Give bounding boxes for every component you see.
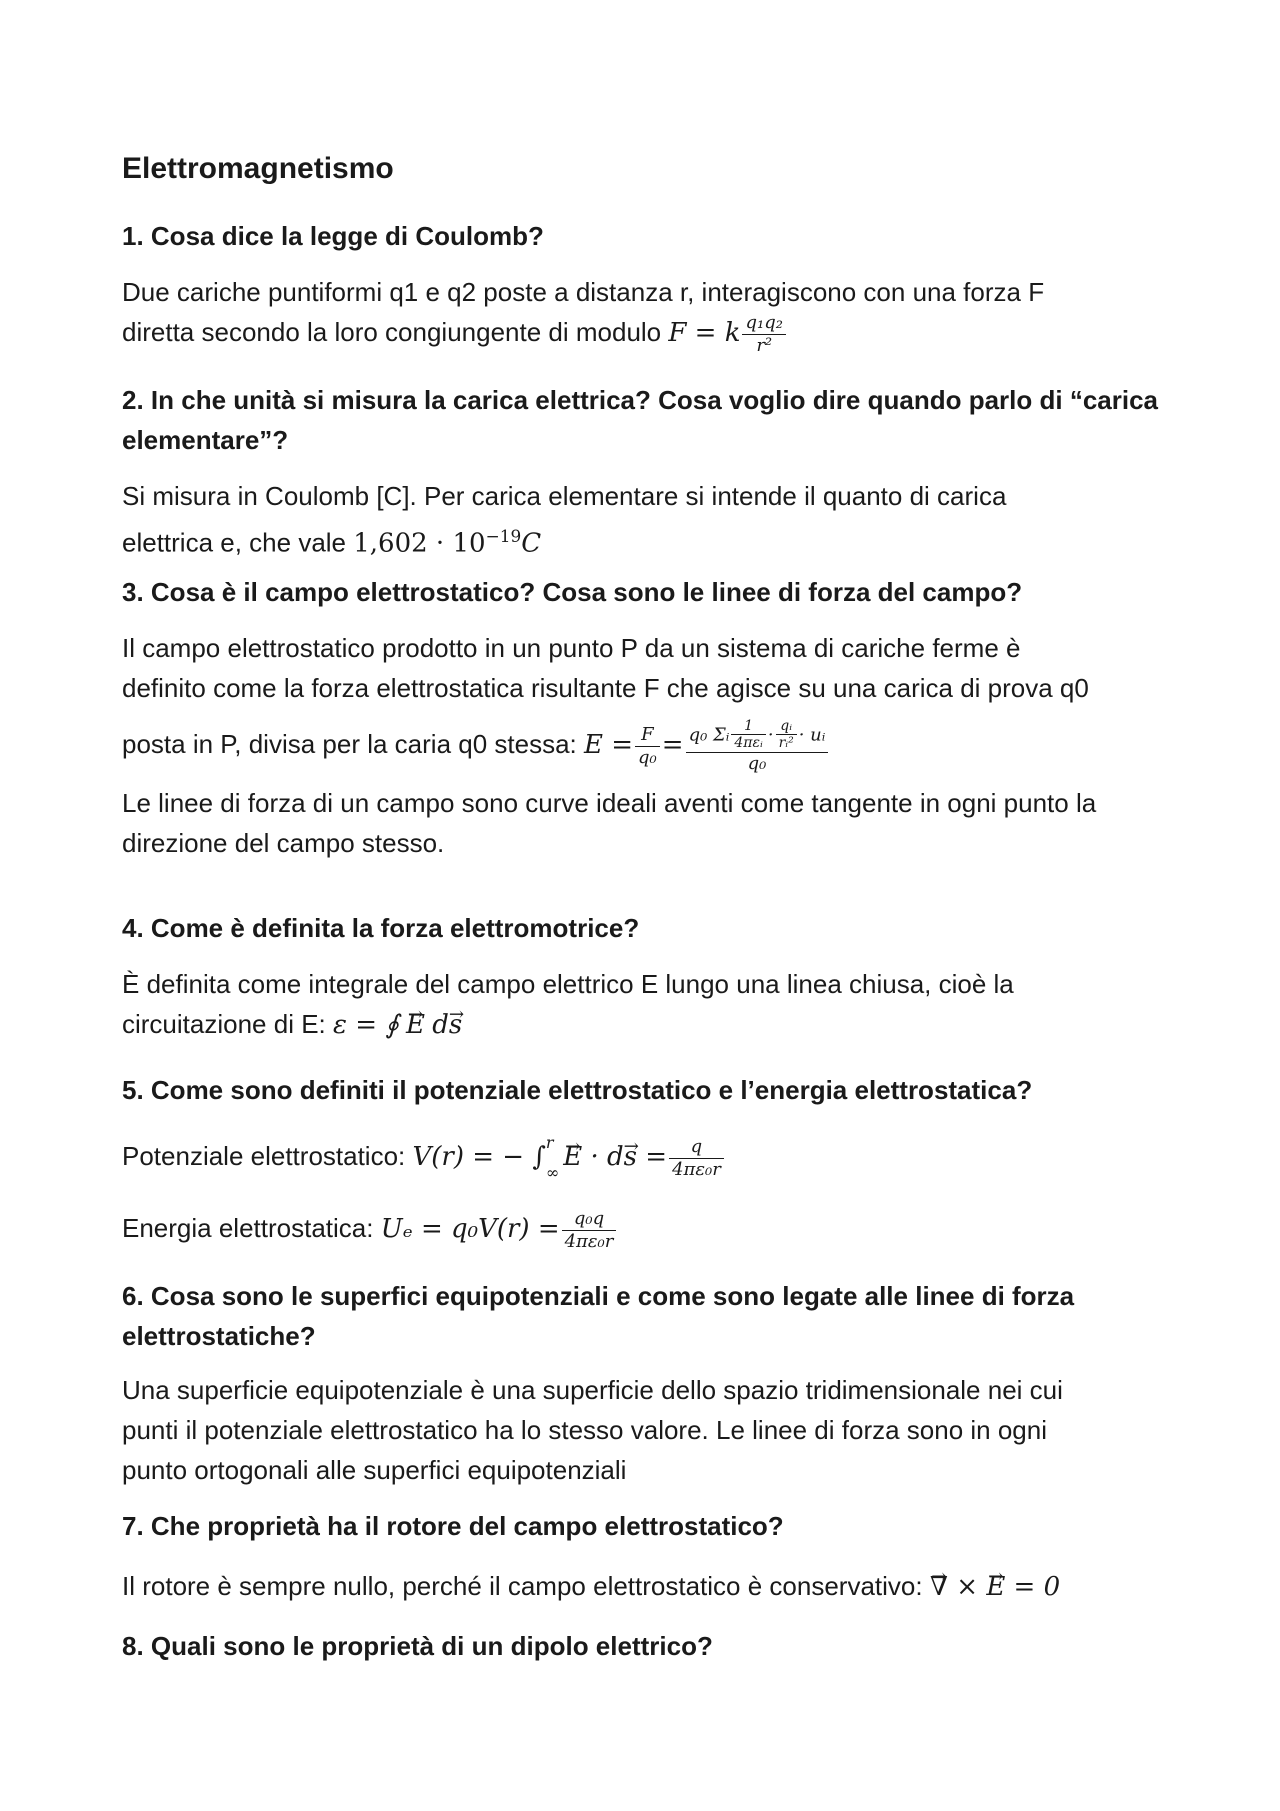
answer-6-line-2: punti il potenziale elettrostatico ha lo stesso valore. Le linee di forza sono in ogni xyxy=(122,1415,1048,1445)
elementary-charge-unit: C xyxy=(521,528,542,559)
integral-lower-limit: ∞ xyxy=(545,1163,560,1183)
potential-equals: = xyxy=(637,1142,668,1172)
unit-vector: · uᵢ xyxy=(798,723,826,745)
energy-fraction-den: 4πε₀r xyxy=(564,1230,614,1252)
question-2: 2. In che unità si misura la carica elettrica? Cosa voglio dire quando parlo di “carica elementare”? xyxy=(122,385,1159,455)
field-fraction-2 xyxy=(686,718,829,775)
field-equals: = xyxy=(661,730,684,760)
charge-distance-fraction xyxy=(776,718,797,753)
answer-6-line-3: punto ortogonali alle superfici equipotenziali xyxy=(122,1455,627,1485)
answer-4-line-2: circuitazione di E: ε = ∮ → E d→ s xyxy=(122,1004,1182,1045)
energy-fraction xyxy=(562,1208,617,1252)
question-3: 3. Cosa è il campo elettrostatico? Cosa sono le linee di forza del campo? xyxy=(122,577,1023,607)
answer-3-line-2: definito come la forza elettrostatica risultante F che agisce su una carica di prova q0 xyxy=(122,673,1089,703)
field-E-label: E = xyxy=(584,730,634,760)
nabla-vector: → ∇ xyxy=(930,1567,948,1607)
answer-3-text: posta in P, divisa per la caria q0 stessa: xyxy=(122,729,584,759)
charge-distance-num: qᵢ xyxy=(776,718,797,736)
potential-fraction-den: 4πε₀r xyxy=(672,1158,721,1180)
answer-4 xyxy=(122,964,1182,1045)
answer-6-line-1: Una superficie equipotenziale è una superficie dello spazio tridimensionale nei cui xyxy=(122,1375,1063,1405)
coulomb-numerator: q₁q₂ xyxy=(742,312,785,335)
potential-s-vector: → s xyxy=(624,1127,637,1187)
potential-fraction xyxy=(669,1136,724,1180)
emf-formula: ε = ∮ xyxy=(332,1010,399,1040)
answer-3-line-3 xyxy=(122,714,1182,775)
elementary-charge-exponent: −19 xyxy=(485,526,522,546)
answer-2-text: elettrica e, che vale xyxy=(122,527,354,558)
answer-7 xyxy=(122,1566,1182,1607)
energy-fraction-num: q₀q xyxy=(562,1208,617,1231)
answer-3-line-4: Le linee di forza di un campo sono curve ideali aventi come tangente in ogni punto la xyxy=(122,788,1097,818)
coulomb-constant-den: 4πεᵢ xyxy=(734,735,763,752)
coulomb-constant-num: 1 xyxy=(731,718,765,736)
answer-3-line-1: Il campo elettrostatico prodotto in un punto P da un sistema di cariche ferme è xyxy=(122,633,1021,663)
coulomb-denominator: r² xyxy=(756,334,773,356)
answer-2-line-1: Si misura in Coulomb [C]. Per carica elementare si intende il quanto di carica xyxy=(122,481,1007,511)
curl-E-vector: → E xyxy=(986,1567,1005,1607)
emf-ds-vector: → s xyxy=(449,1005,462,1045)
potential-formula: V(r) = − ∫ xyxy=(412,1142,546,1172)
answer-1-text: diretta secondo la loro congiungente di modulo xyxy=(122,317,669,347)
answer-5-potential xyxy=(122,1126,1182,1187)
field-fraction-1 xyxy=(635,724,660,768)
potential-dot: · d xyxy=(582,1142,624,1172)
question-5: 5. Come sono definiti il potenziale elettrostatico e l’energia elettrostatica? xyxy=(122,1075,1033,1105)
question-1: 1. Cosa dice la legge di Coulomb? xyxy=(122,221,544,251)
sum-prefix: q₀ Σᵢ xyxy=(688,723,730,745)
potential-fraction-num: q xyxy=(669,1136,724,1159)
potential-E-vector: → E xyxy=(563,1127,582,1187)
charge-distance-den: rᵢ² xyxy=(778,735,794,752)
question-8: 8. Quali sono le proprietà di un dipolo elettrico? xyxy=(122,1631,713,1661)
field-fraction-2-num xyxy=(686,718,829,754)
answer-1-line-1: Due cariche puntiformi q1 e q2 poste a distanza r, interagiscono con una forza F xyxy=(122,277,1045,307)
answer-6 xyxy=(122,1370,1182,1490)
elementary-charge-value: 1,602 · 10 xyxy=(353,528,486,559)
answer-1-line-2 xyxy=(122,312,1182,356)
answer-2 xyxy=(122,476,1182,564)
potential-label: Potenziale elettrostatico: xyxy=(122,1141,413,1171)
cross-operator: × xyxy=(947,1572,987,1602)
field-fraction-1-den: q₀ xyxy=(638,746,657,768)
answer-3 xyxy=(122,628,1182,863)
answer-2-line-2 xyxy=(122,516,1182,564)
field-fraction-1-num: F xyxy=(635,724,660,747)
answer-4-text: circuitazione di E: xyxy=(122,1009,333,1039)
emf-E-vector: → E xyxy=(406,1005,425,1045)
question-4: 4. Come è definita la forza elettromotrice? xyxy=(122,913,640,943)
coulomb-formula: F = k xyxy=(668,318,741,348)
dot-operator: · xyxy=(767,723,774,745)
curl-equals-zero: = 0 xyxy=(1005,1572,1061,1602)
energy-label: Energia elettrostatica: xyxy=(122,1213,381,1243)
answer-4-line-1: È definita come integrale del campo elettrico E lungo una linea chiusa, cioè la xyxy=(122,969,1014,999)
answer-5-energy xyxy=(122,1198,1182,1259)
coulomb-fraction xyxy=(742,312,785,356)
question-7: 7. Che proprietà ha il rotore del campo elettrostatico? xyxy=(122,1511,784,1541)
integral-upper-limit: r xyxy=(545,1133,554,1153)
answer-1 xyxy=(122,272,1182,356)
answer-7-text: Il rotore è sempre nullo, perché il campo elettrostatico è conservativo: xyxy=(122,1571,930,1601)
page-title: Elettromagnetismo xyxy=(122,152,394,185)
field-fraction-2-den: q₀ xyxy=(747,753,767,775)
answer-3-line-5: direzione del campo stesso. xyxy=(122,828,445,858)
question-6: 6. Cosa sono le superfici equipotenziali e come sono legate alle linee di forza elettrostatiche? xyxy=(122,1281,1075,1351)
coulomb-constant-fraction xyxy=(731,718,765,753)
energy-formula: Uₑ = q₀V(r) = xyxy=(380,1214,560,1244)
